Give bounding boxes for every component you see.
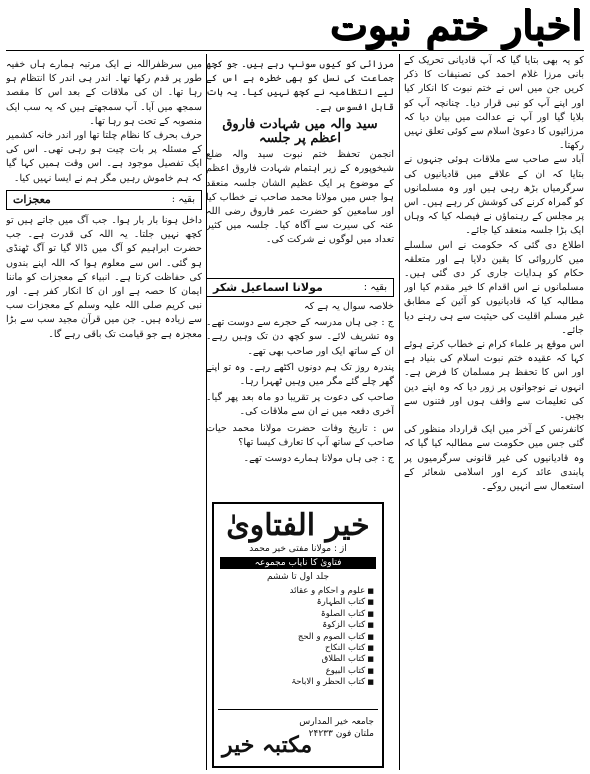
right-paragraph: کو یہ بھی بتایا گیا کہ آپ قادیانی تحریک کے بانی مرزا غلام احمد کی تصنیفات کا ذکر کریں جن میں اس نے ختم نبوت کا انکار کیا اور اپنے آپ کو نبی قرار دیا۔ چنانچہ آپ کو بلایا گیا اور آپ نے عدالت میں بیان دیا کہ مرزائیوں کا دعویٰ اسلام سے کوئی تعلق نہیں رکھتا۔ [404, 55, 584, 152]
masthead-title: اخبار ختم نبوت [329, 2, 582, 49]
article-heading: سید والہ میں شہادت فاروق اعظم پر جلسہ [222, 116, 378, 147]
continued-box-wrapper [206, 272, 394, 301]
left-bottom: داخل ہونا بار بار ہوا۔ جب آگ میں جاتے ہیں تو کچھ نہیں جلتا۔ یہ اللہ کی قدرت ہے۔ جب حضرت ابراہیم کو آگ میں ڈالا گیا تو آگ ٹھنڈی ہو گئی۔ اس سے معلوم ہوا کہ اللہ اپنے بندوں کی حفاظت کرتا ہے۔ انبیاء کے معجزات کو ماننا ایمان کا حصہ ہے اور ان کا انکار کفر ہے۔ اور نبی کریم صلی اللہ علیہ وسلم کے معجزات سب سے زیادہ ہیں۔ جن میں قرآن مجید سب سے بڑا معجزہ ہے جو قیامت تک باقی رہے گا۔ [6, 215, 202, 340]
ad-band: فتاویٰ کا نایاب مجموعہ [220, 557, 376, 569]
ad-list-item: ■ کتاب الصلوۃ [222, 609, 374, 620]
ad-title: خیر الفتاویٰ [226, 508, 370, 543]
ad-list-item: ■ علوم و احکام و عقائد [222, 586, 374, 597]
ad-list-item: ■ کتاب الصوم و الحج [222, 632, 374, 643]
advertisement-box [212, 502, 384, 768]
qa-line: پندرہ روز تک ہم دونوں اکٹھے رہے۔ وہ تو اپنے گھر چلے گئے مگر میں وہیں ٹھہرا رہا۔ [206, 361, 394, 388]
ad-brand: مکتبہ خیر [222, 732, 313, 758]
ad-subtitle: از : مولانا مفتی خیر محمد [249, 544, 347, 554]
qa-line: صاحب کی دعوت پر تقریبا دو ماہ بعد پھر گیا۔ آخری دفعہ میں نے ان سے ملاقات کی۔ [206, 392, 394, 418]
masthead [282, 2, 582, 50]
middle-column [206, 58, 394, 268]
ad-list-item: ■ کتاب النکاح [222, 643, 374, 654]
qa-line: س : تاریخ وفات حضرت مولانا محمد حیات صاحب کے ساتھ آپ کا تعارف کیسا تھا؟ [206, 422, 394, 448]
continued-title: معجزات [13, 192, 51, 206]
continued-label: بقیہ : [363, 282, 387, 293]
ad-intro: جلد اول تا ششم [266, 572, 330, 582]
middle-body: انجمن تحفظ ختم نبوت سید والہ ضلع شیخوپورہ کے زیر اہتمام شہادت فاروق اعظم کے موضوع پر ایک عظیم الشان جلسہ منعقد ہوا جس میں مولانا محمد صاحب نے خطاب کیا اور سامعین کو حضرت عمر فاروق رضی اللہ عنہ کی سیرت سے آگاہ کیا۔ جلسہ میں کثیر تعداد میں لوگوں نے شرکت کی۔ [206, 149, 394, 246]
qa-line: خلاصہ سوال یہ ہے کہ [304, 301, 394, 312]
ad-list-item: ■ کتاب الحظر و الاباحۃ [222, 677, 374, 688]
left-top: میں سرظفراللہ نے ایک مرتبہ ہمارے ہاں خفیہ طور پر قدم رکھا تھا۔ اندر ہی اندر کا انتظام ہو رہا تھا۔ ان کی ملاقات کے بعد اس کا مقصد سمجھ میں آیا۔ آپ سمجھتے ہیں کہ یہ سب ایک منصوبہ کے تحت ہو رہا تھا۔ [6, 59, 202, 127]
right-paragraph: آباد سے صاحب سے ملاقات ہوئی جنہوں نے بتایا کہ ان کے علاقے میں قادیانیوں کی سرگرمیاں بڑھ رہی ہیں اور وہ مسلمانوں کو گمراہ کرنے کی کوشش کر رہے ہیں۔ اس پر مجلس کے رہنماؤں نے فیصلہ کیا کہ وہاں ایک بڑا جلسہ منعقد کیا جائے۔ [404, 154, 584, 237]
continued-box [206, 278, 394, 297]
column-divider-right [399, 54, 400, 770]
ad-list-item: ■ کتاب الطہارۃ [222, 597, 374, 608]
right-paragraph: اس موقع پر علماء کرام نے خطاب کرتے ہوئے کہا کہ عقیدہ ختم نبوت اسلام کی بنیاد ہے اور اس کا تحفظ ہر مسلمان کا فرض ہے۔ انہوں نے نوجوانوں پر زور دیا کہ وہ اپنے دین کی تعلیمات سے واقف ہوں اور فتنوں سے بچیں۔ [404, 339, 584, 422]
right-paragraph: اطلاع دی گئی کہ حکومت نے اس سلسلے میں کارروائی کا یقین دلایا ہے اور متعلقہ حکام کو ہدایات جاری کر دی گئی ہیں۔ مسلمانوں نے اس اقدام کا خیر مقدم کیا اور مطالبہ کیا کہ قادیانیوں کو آئین کے مطابق غیر مسلم اقلیت کی حیثیت سے ہی رہنے دیا جائے۔ [404, 239, 584, 336]
continued-box-miracles [6, 190, 202, 210]
ad-address-line: ملتان فون ۲۴۲۳۳ [308, 729, 374, 739]
ad-list-item: ■ کتاب الزکوۃ [222, 620, 374, 631]
right-column [404, 54, 584, 770]
left-column [6, 58, 202, 758]
ad-address-line: جامعہ خیر المدارس [299, 717, 374, 727]
masthead-rule [6, 50, 584, 51]
right-paragraph: کانفرنس کے آخر میں ایک قرارداد منظور کی گئی جس میں حکومت سے مطالبہ کیا گیا کہ وہ قادیانیوں کی غیر قانونی سرگرمیوں پر پابندی عائد کرے اور اسلامی شعائر کے استعمال سے انہیں روکے۔ [404, 424, 584, 493]
continued-label: بقیہ : [171, 193, 195, 205]
middle-intro: مرزائی کو کیوں سونپ رہے ہیں۔ جو کچھ جماعت کی نسل کو بھی خطرہ ہے اس کے لیے انتظامیہ نے کچھ نہیں کیا۔ یہ بات قابل افسوس ہے۔ [206, 59, 394, 113]
interview-upper [206, 300, 394, 500]
ad-list [222, 586, 374, 689]
qa-line: ج : جی ہاں مولانا ہمارے دوست تھے۔ [243, 453, 394, 465]
ad-list-item: ■ کتاب البیوع [222, 666, 374, 677]
ad-list-item: ■ کتاب الطلاق [222, 654, 374, 665]
qa-line: ج : جی ہاں مدرسہ کے حجرے سے دوست تھے۔ وہ تشریف لائے۔ سو کچھ دن تک وہیں رہے۔ ان کے ساتھ ایک اور صاحب بھی تھے۔ [206, 317, 394, 357]
left-mid: حرف بحرف کا نظام چلتا تھا اور اندر خانہ کشمیر کے مسئلہ پر بات چیت ہو رہی تھی۔ اس کی ایک تفصیل موجود ہے۔ اس وقت ہمیں کہا گیا کہ ہم خاموش رہیں مگر ہم نے ایسا نہیں کیا۔ [6, 130, 202, 184]
ad-footer [218, 709, 378, 762]
continued-title: مولانا اسماعیل شکر [213, 281, 323, 294]
